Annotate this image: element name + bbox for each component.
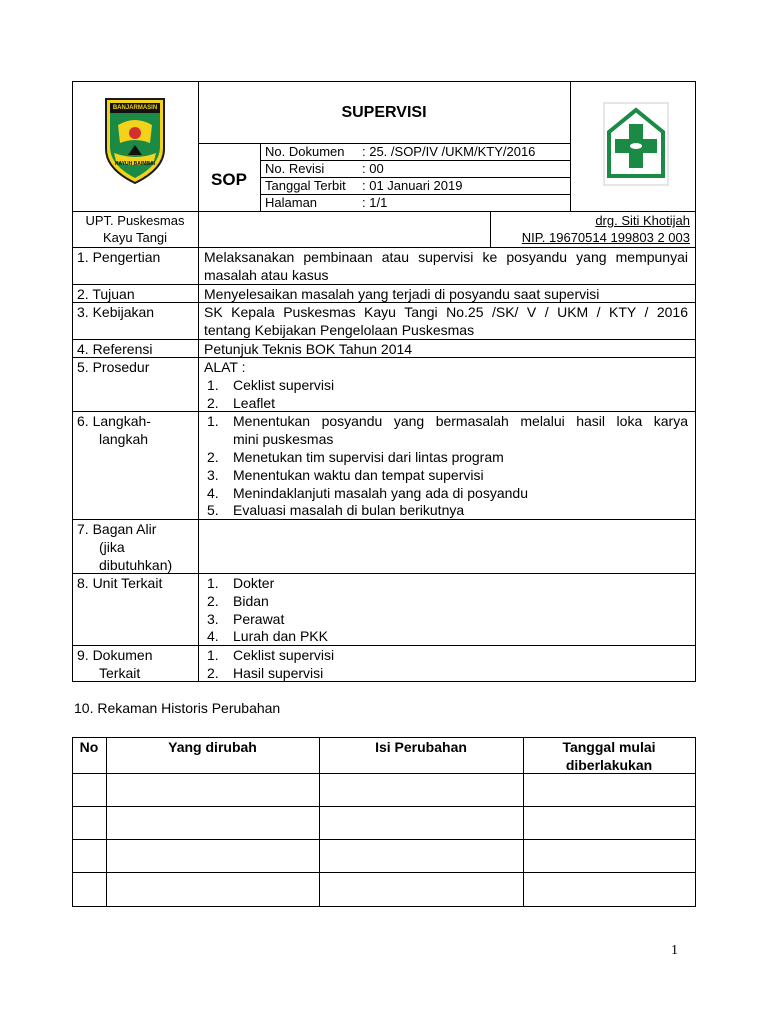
row-text-kebijakan-line1: SK Kepala Puskesmas Kayu Tangi No.25 /SK/ V / UKM / KTY / 2016 (204, 304, 688, 320)
list-number: 3. (207, 611, 219, 627)
row-label-langkah-line1: 6. Langkah- (77, 413, 151, 429)
list-number: 3. (207, 467, 219, 483)
list-item: Ceklist supervisi (233, 647, 335, 663)
list-item: Menentukan posyandu yang bermasalah melalui hasil loka karya (233, 413, 688, 429)
row-text-kebijakan-line2: tentang Kebijakan Pengelolaan Puskesmas (204, 322, 475, 338)
list-item: Menetukan tim supervisi dari lintas program (233, 449, 504, 465)
list-item: Evaluasi masalah di bulan berikutnya (233, 502, 465, 518)
puskesmas-logo (603, 102, 669, 186)
list-item: Dokter (233, 575, 275, 591)
history-col-date-line1: Tanggal mulai (562, 739, 656, 755)
list-number: 4. (207, 628, 219, 644)
list-number: 1. (207, 413, 219, 429)
list-item: Menindaklanjuti masalah yang ada di posyandu (233, 485, 528, 501)
list-number: 1. (207, 647, 219, 663)
list-number: 1. (207, 575, 219, 591)
signatory-name: drg. Siti Khotijah (595, 213, 690, 228)
list-number: 1. (207, 377, 219, 393)
list-item: Perawat (233, 611, 285, 627)
page-label: Halaman (265, 195, 318, 210)
row-label-kebijakan: 3. Kebijakan (77, 304, 155, 320)
row-label-bagan-line1: 7. Bagan Alir (77, 521, 157, 537)
row-label-pengertian: 1. Pengertian (77, 249, 161, 265)
list-number: 2. (207, 665, 219, 681)
history-section-title: 10. Rekaman Historis Perubahan (74, 700, 281, 716)
list-item: Hasil supervisi (233, 665, 324, 681)
emblem-text-top: BANJARMASIN (112, 105, 158, 111)
list-item: Menentukan waktu dan tempat supervisi (233, 467, 484, 483)
list-item: Leaflet (233, 395, 276, 411)
signatory-nip: NIP. 19670514 199803 2 003 (521, 230, 690, 245)
row-text-pengertian-line2: masalah atau kasus (204, 267, 329, 283)
revision-label: No. Revisi (265, 161, 325, 176)
history-col-content: Isi Perubahan (375, 739, 467, 755)
row-label-dokumen-line1: 9. Dokumen (77, 647, 153, 663)
list-item: Lurah dan PKK (233, 628, 328, 644)
row-text-referensi: Petunjuk Teknis BOK Tahun 2014 (204, 341, 413, 357)
row-label-langkah-line2: langkah (99, 431, 149, 447)
doc-number-label: No. Dokumen (265, 144, 345, 159)
row-label-bagan-line2: (jika (99, 539, 125, 555)
emblem-text-bottom: KAYUH BAIMBAI (114, 161, 156, 167)
row-label-bagan-line3: dibutuhkan) (99, 557, 173, 573)
row-label-dokumen-line2: Terkait (99, 665, 141, 681)
row-label-prosedur: 5. Prosedur (77, 359, 150, 375)
document-title: SUPERVISI (341, 104, 427, 121)
list-number: 2. (207, 593, 219, 609)
publish-date-label: Tanggal Terbit (265, 178, 346, 193)
list-number: 2. (207, 449, 219, 465)
row-label-unit-terkait: 8. Unit Terkait (77, 575, 163, 591)
sop-label: SOP (211, 170, 247, 189)
list-item-continuation: mini puskesmas (233, 431, 334, 447)
unit-name-line2: Kayu Tangi (102, 230, 168, 245)
list-number: 4. (207, 485, 219, 501)
history-col-date-line2: diberlakukan (565, 757, 653, 773)
row-text-tujuan: Menyelesaikan masalah yang terjadi di posyandu saat supervisi (204, 286, 600, 302)
row-label-tujuan: 2. Tujuan (77, 286, 135, 302)
list-number: 2. (207, 395, 219, 411)
row-label-referensi: 4. Referensi (77, 341, 153, 357)
doc-number-value: : 25. /SOP/IV /UKM/KTY/2016 (362, 144, 536, 159)
city-emblem-logo (104, 97, 166, 185)
health-cross-icon (603, 102, 669, 186)
list-item: Ceklist supervisi (233, 377, 335, 393)
row-text-pengertian-line1: Melaksanakan pembinaan atau supervisi ke posyandu yang mempunyai (204, 249, 688, 265)
page-value: : 1/1 (362, 195, 388, 210)
history-col-changed: Yang dirubah (168, 739, 257, 755)
history-col-no: No (79, 739, 99, 755)
revision-value: : 00 (362, 161, 384, 176)
prosedur-heading: ALAT : (204, 359, 246, 375)
list-item: Bidan (233, 593, 269, 609)
unit-name-line1: UPT. Puskesmas (85, 213, 185, 228)
publish-date-value: : 01 Januari 2019 (362, 178, 463, 193)
list-number: 5. (207, 502, 219, 518)
page-number: 1 (671, 943, 678, 958)
